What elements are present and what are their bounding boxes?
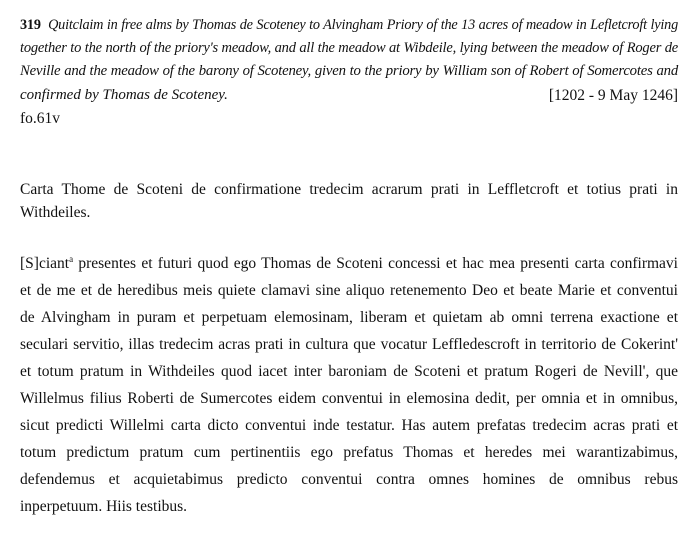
entry-summary: [20, 14, 678, 84]
summary-line: together to the north of the priory's meadow, and all the meadow at Wibdeile, lying between the meadow of Roger de: [20, 40, 678, 57]
body-first-rest: presentes et futuri quod ego Thomas de Scoteni concessi et hac mea presenti carta confirmavi: [73, 254, 678, 272]
latin-charter-text: [20, 250, 678, 520]
entry-number: 319: [20, 17, 41, 33]
heading-line: Carta Thome de Scoteni de confirmatione tredecim acrarum prati in Leffletcroft et totius prati in: [20, 180, 678, 198]
body-line: defendemus et acquietabimus predicto conventui contra omnes homines de omnibus rebus: [20, 470, 678, 488]
body-line: et de me et de heredibus meis quiete clamavi sine aliquo retenemento Deo et beate Marie et conventui: [20, 281, 678, 299]
entry-date: [1202 - 9 May 1246]: [548, 86, 678, 104]
body-line: inperpetuum. Hiis testibus.: [20, 497, 188, 515]
summary-text: Quitclaim in free alms by Thomas de Scoteney to Alvingham Priory of the 13 acres of meadow in Lefletcroft lying: [48, 17, 679, 33]
body-line: seculari servitio, illas tredecim acras prati in cultura que vocatur Leffledescroft in territorio de Cokerint': [20, 335, 678, 353]
summary-line: [20, 14, 678, 37]
folio-reference: fo.61v: [20, 109, 61, 127]
body-first-word: [S]ciant$^a$: [20, 253, 74, 272]
latin-heading: [20, 178, 678, 224]
body-line: de Alvingham in puram et perpetuam elemosinam, liberam et quietam ab omni terrena exactione et: [20, 308, 678, 326]
body-line: totum predictum pratum cum pertinentiis ego prefatus Thomas et heredes mei warantizabimus,: [20, 443, 678, 461]
document-page: [20, 14, 678, 520]
summary-text: confirmed by Thomas de Scoteney.: [20, 86, 228, 103]
heading-line: Withdeiles.: [20, 203, 91, 221]
body-line: et totum pratum in Withdeiles quod iacet inter baroniam de Scoteni et pratum Rogeri de Nevill', que: [20, 362, 678, 380]
summary-line: Neville and the meadow of the barony of Scoteney, given to the priory by William son of Robert of Somercotes and: [20, 63, 678, 80]
body-line: Willelmus filius Roberti de Sumercotes eidem conventui in elemosina dedit, per omnia et in omnibus,: [20, 389, 678, 407]
body-line: [20, 250, 678, 277]
summary-last-line: [20, 84, 678, 107]
body-line: sicut predicti Willelmi carta dicto conventui inde testatur. Has autem prefatas tredecim acras prati et: [20, 416, 678, 434]
